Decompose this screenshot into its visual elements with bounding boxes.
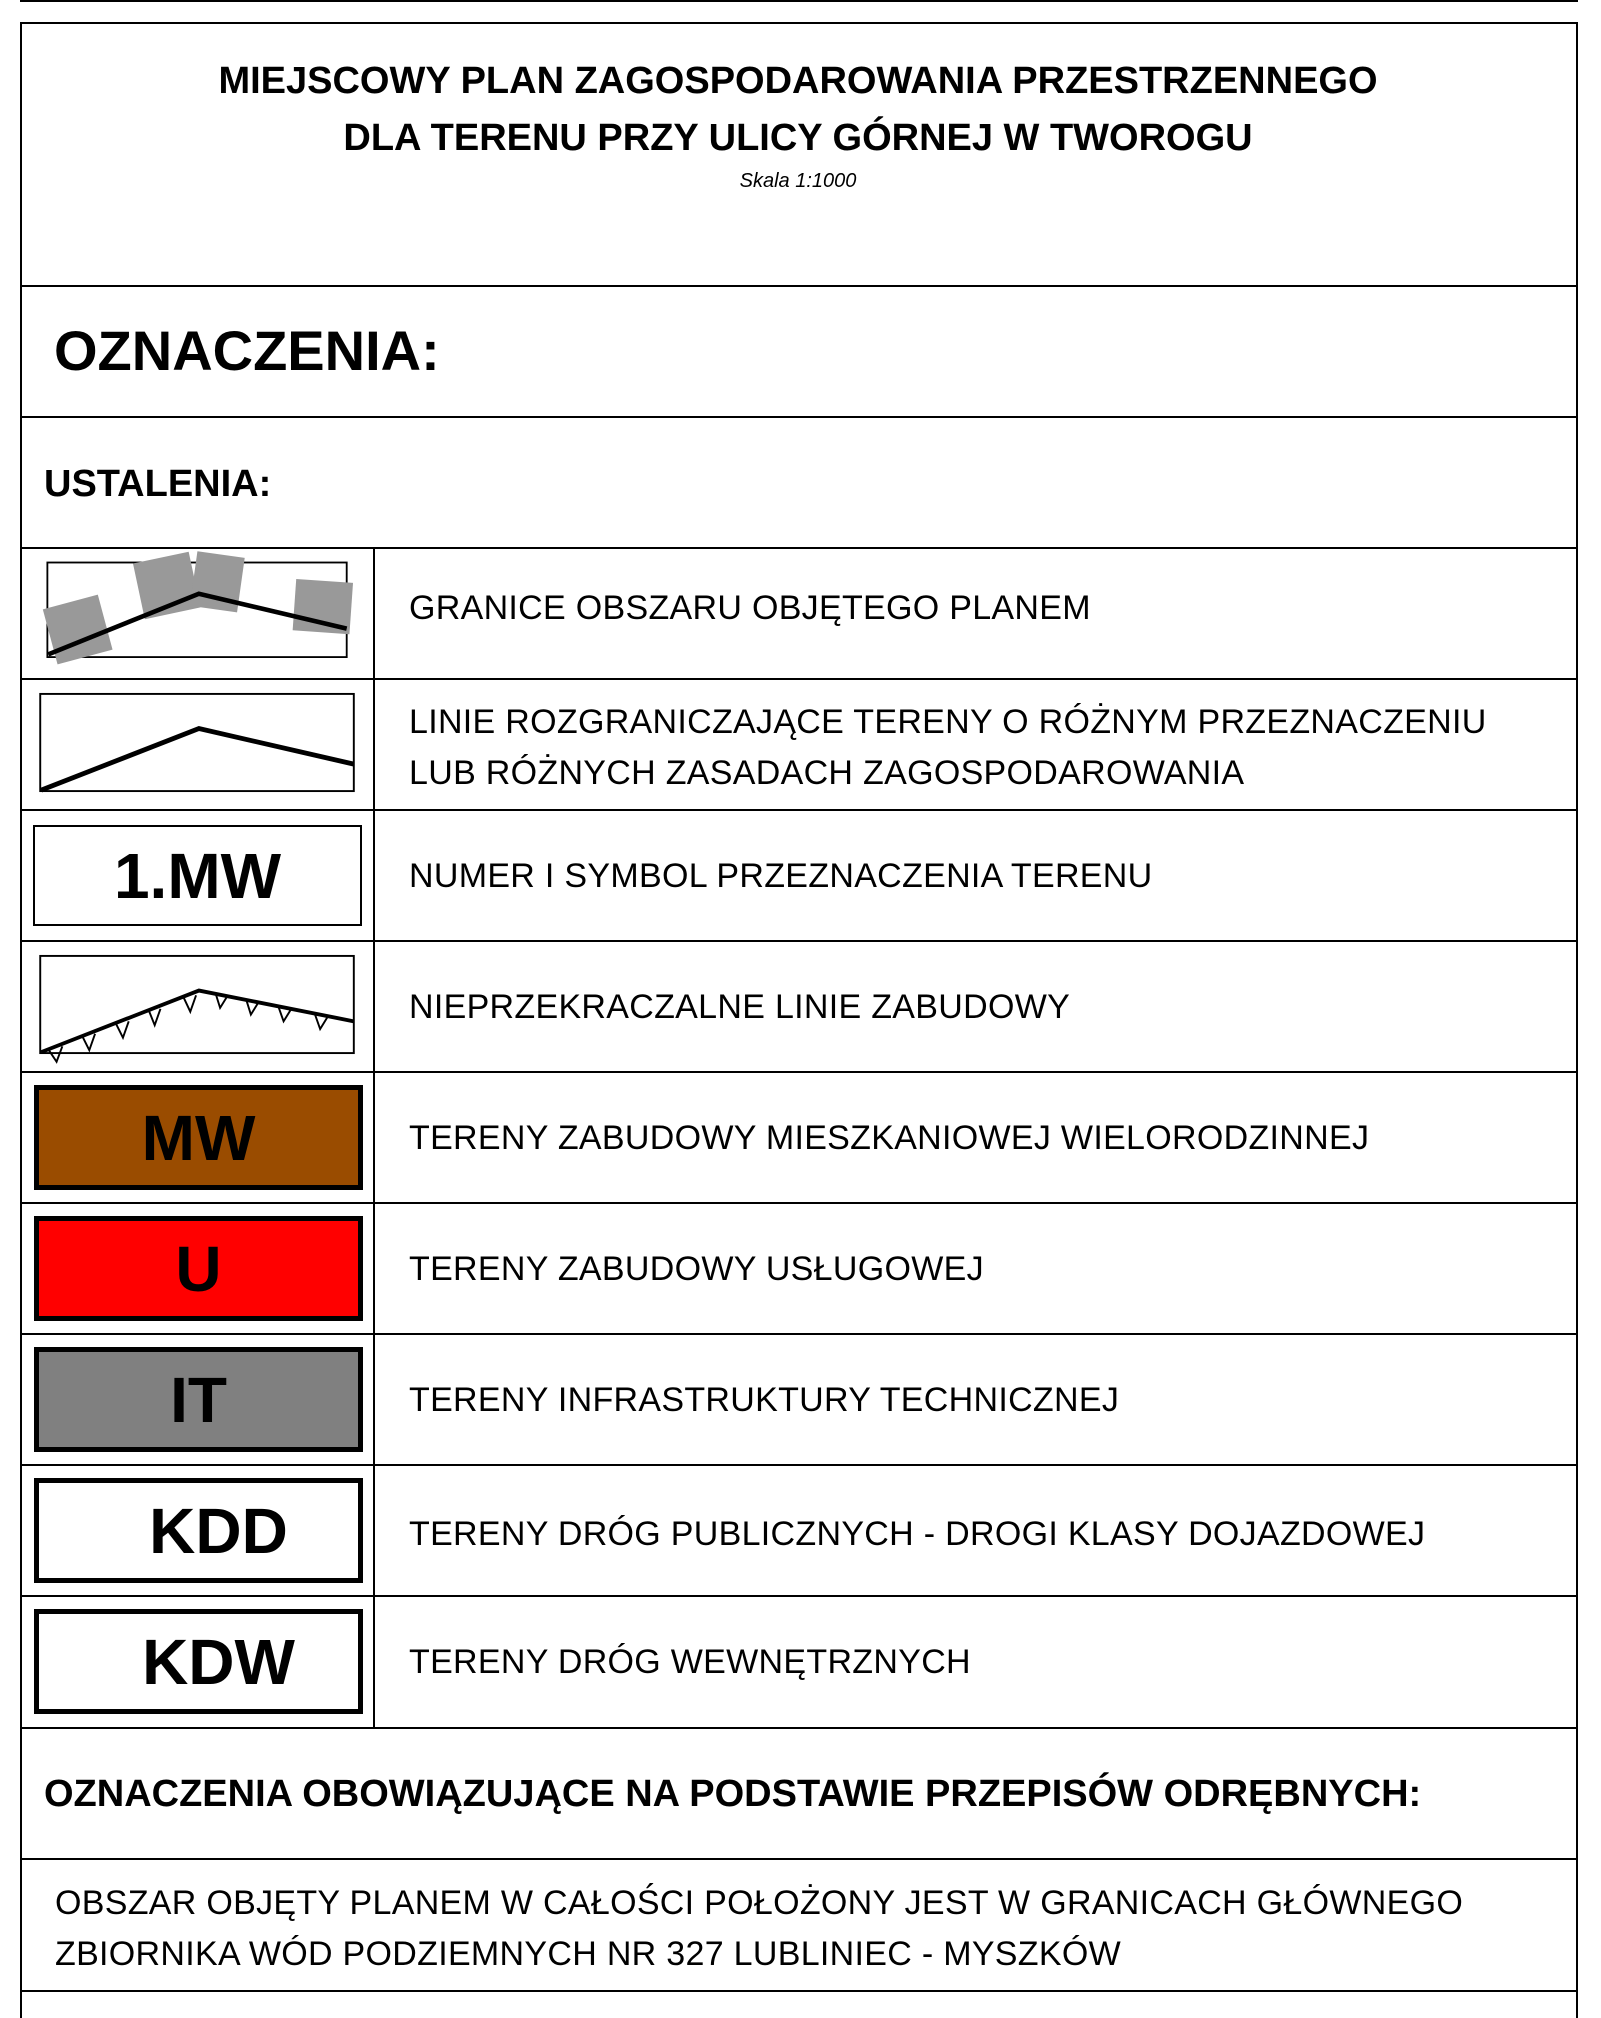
divider-row-3 [20, 940, 1578, 942]
it-land-symbol: IT [34, 1347, 363, 1452]
legend-row-2-description-line-2: LUB RÓŻNYCH ZASADACH ZAGOSPODAROWANIA [409, 754, 1245, 792]
legend-row-9-description: TERENY DRÓG WEWNĘTRZNYCH [409, 1643, 971, 1681]
top-edge-line [20, 0, 1578, 2]
legend-row-1-description: GRANICE OBSZARU OBJĘTEGO PLANEM [409, 589, 1091, 627]
divider-row-2 [20, 809, 1578, 811]
divider-oznaczenia [20, 416, 1578, 418]
legend-row-8-description: TERENY DRÓG PUBLICZNYCH - DROGI KLASY DOJAZDOWEJ [409, 1515, 1426, 1553]
right-border [1576, 22, 1578, 2018]
divider-row-9 [20, 1727, 1578, 1729]
building-line-icon [33, 954, 362, 1055]
left-border [20, 22, 22, 2018]
legend-row-5-description: TERENY ZABUDOWY MIESZKANIOWEJ WIELORODZINNEJ [409, 1119, 1370, 1157]
plan-title-line-1: MIEJSCOWY PLAN ZAGOSPODAROWANIA PRZESTRZENNEGO [218, 60, 1378, 102]
plan-boundary-line-icon [33, 557, 362, 658]
u-land-symbol: U [34, 1216, 363, 1321]
groundwater-note-line-2: ZBIORNIKA WÓD PODZIEMNYCH NR 327 LUBLINIEC - MYSZKÓW [55, 1935, 1121, 1973]
plan-title-line-2: DLA TERENU PRZY ULICY GÓRNEJ W TWOROGU [343, 117, 1253, 159]
land-number-symbol-box: 1.MW [33, 825, 362, 926]
legend-row-2-description-line-1: LINIE ROZGRANICZAJĄCE TERENY O RÓŻNYM PRZEZNACZENIU [409, 703, 1487, 741]
legend-row-3-description: NUMER I SYMBOL PRZEZNACZENIA TERENU [409, 857, 1153, 895]
frame-top-line [20, 22, 1578, 24]
legend-column-divider [373, 547, 375, 1728]
divider-row-8 [20, 1595, 1578, 1597]
legend-row-4-description: NIEPRZEKRACZALNE LINIE ZABUDOWY [409, 988, 1071, 1026]
regulations-heading: OZNACZENIA OBOWIĄZUJĄCE NA PODSTAWIE PRZEPISÓW ODRĘBNYCH: [44, 1773, 1422, 1815]
oznaczenia-heading: OZNACZENIA: [54, 319, 440, 382]
legend-row-7-description: TERENY INFRASTRUKTURY TECHNICZNEJ [409, 1381, 1120, 1419]
divider-row-6 [20, 1333, 1578, 1335]
mw-land-symbol: MW [34, 1085, 363, 1190]
legend-row-6-description: TERENY ZABUDOWY USŁUGOWEJ [409, 1250, 984, 1288]
divider-row-1 [20, 678, 1578, 680]
ustalenia-heading: USTALENIA: [44, 463, 272, 505]
divider-regulations [20, 1858, 1578, 1860]
divider-bottom [20, 1990, 1578, 1992]
kdw-land-symbol: KDW [34, 1609, 363, 1714]
divider-header [20, 285, 1578, 287]
divider-ustalenia [20, 547, 1578, 549]
divider-row-5 [20, 1202, 1578, 1204]
divider-row-4 [20, 1071, 1578, 1073]
demarcation-line-icon [33, 692, 362, 793]
kdd-land-symbol: KDD [34, 1478, 363, 1583]
plan-scale: Skala 1:1000 [739, 170, 857, 192]
divider-row-7 [20, 1464, 1578, 1466]
groundwater-note-line-1: OBSZAR OBJĘTY PLANEM W CAŁOŚCI POŁOŻONY JEST W GRANICACH GŁÓWNEGO [55, 1884, 1464, 1922]
